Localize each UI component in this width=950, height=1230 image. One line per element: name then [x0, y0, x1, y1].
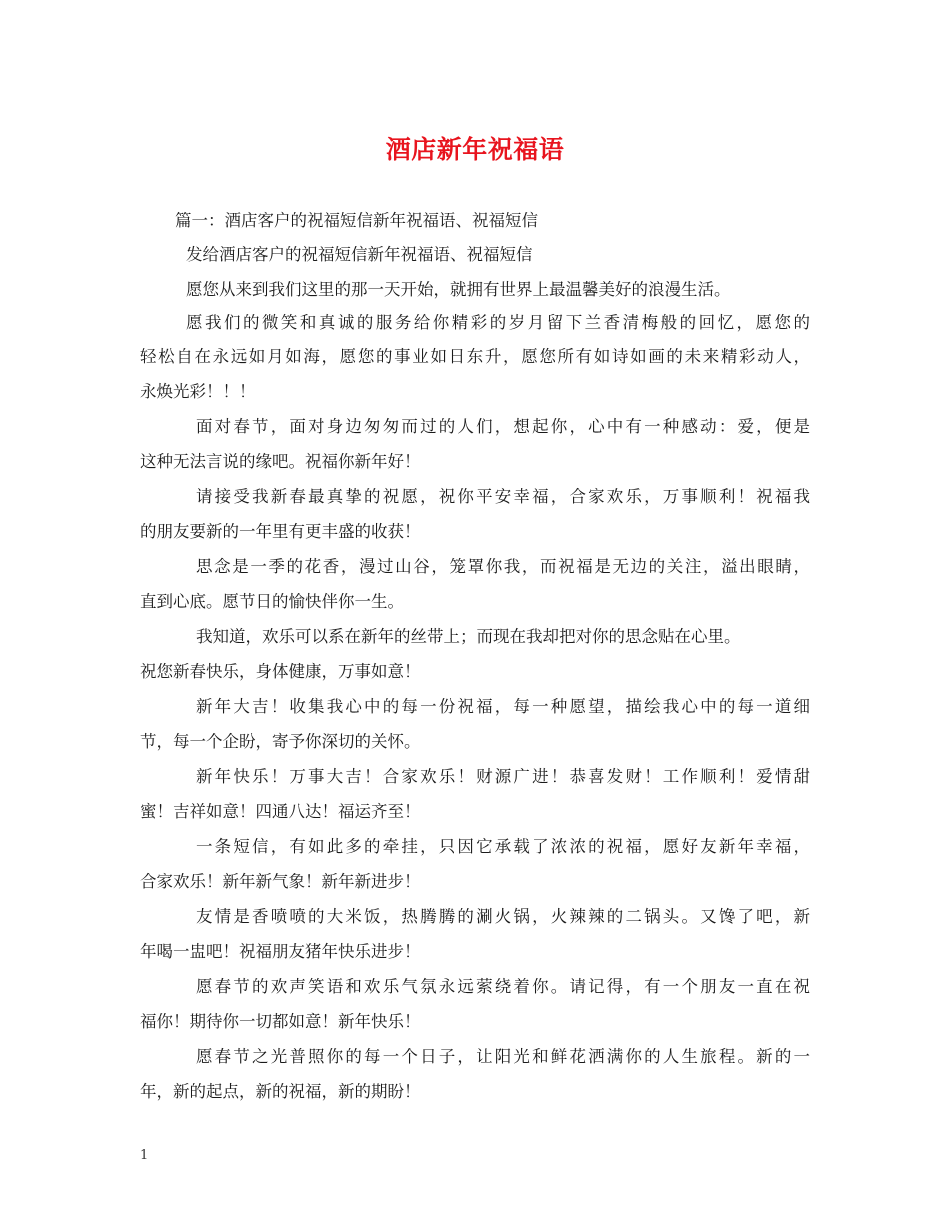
paragraph-line: 思念是一季的花香，漫过山谷，笼罩你我，而祝福是无边的关注，溢出眼睛，: [196, 557, 810, 576]
paragraph-line: 这种无法言说的缘吧。祝福你新年好！: [140, 452, 421, 471]
paragraph-line: 愿春节之光普照你的每一个日子，让阳光和鲜花洒满你的人生旅程。新的一: [196, 1047, 810, 1066]
paragraph-line: 年，新的起点，新的祝福，新的期盼！: [140, 1082, 421, 1101]
document-title: 酒店新年祝福语: [385, 135, 565, 164]
page-number: 1: [140, 1148, 149, 1163]
paragraph-line: 轻松自在永远如月如海，愿您的事业如日东升，愿您所有如诗如画的未来精彩动人，: [140, 347, 810, 366]
paragraph-line: 蜜！吉祥如意！四通八达！福运齐至！: [140, 802, 421, 821]
paragraph-line: 愿我们的微笑和真诚的服务给你精彩的岁月留下兰香清梅般的回忆，愿您的: [186, 313, 810, 332]
paragraph-line: 年喝一盅吧！祝福朋友猪年快乐进步！: [140, 942, 421, 961]
intro-line: 发给酒店客户的祝福短信新年祝福语、祝福短信: [186, 245, 533, 264]
paragraph-line: 节，每一个企盼，寄予你深切的关怀。: [140, 732, 421, 751]
paragraph-line: 友情是香喷喷的大米饭，热腾腾的涮火锅，火辣辣的二锅头。又馋了吧，新: [196, 907, 810, 926]
paragraph-line: 愿您从来到我们这里的那一天开始，就拥有世界上最温馨美好的浪漫生活。: [186, 280, 731, 299]
paragraph-line: 的朋友要新的一年里有更丰盛的收获！: [140, 522, 421, 541]
paragraph-line: 祝您新春快乐，身体健康，万事如意！: [140, 662, 421, 681]
paragraph-line: 福你！期待你一切都如意！新年快乐！: [140, 1012, 421, 1031]
paragraph-line: 新年大吉！收集我心中的每一份祝福，每一种愿望，描绘我心中的每一道细: [196, 697, 810, 716]
section-heading: 篇一：酒店客户的祝福短信新年祝福语、祝福短信: [175, 211, 538, 230]
paragraph-line: 一条短信，有如此多的牵挂，只因它承载了浓浓的祝福，愿好友新年幸福，: [196, 837, 810, 856]
paragraph-line: 合家欢乐！新年新气象！新年新进步！: [140, 872, 421, 891]
paragraph-line: 直到心底。愿节日的愉快伴你一生。: [140, 592, 404, 611]
paragraph-line: 面对春节，面对身边匆匆而过的人们，想起你，心中有一种感动：爱，便是: [196, 417, 810, 436]
paragraph-line: 我知道，欢乐可以系在新年的丝带上；而现在我却把对你的思念贴在心里。: [196, 627, 741, 646]
paragraph-line: 愿春节的欢声笑语和欢乐气氛永远萦绕着你。请记得，有一个朋友一直在祝: [196, 977, 810, 996]
paragraph-line: 新年快乐！万事大吉！合家欢乐！财源广进！恭喜发财！工作顺利！爱情甜: [196, 767, 810, 786]
paragraph-line: 永焕光彩！！！: [140, 382, 256, 401]
paragraph-line: 请接受我新春最真挚的祝愿，祝你平安幸福，合家欢乐，万事顺利！祝福我: [196, 487, 810, 506]
